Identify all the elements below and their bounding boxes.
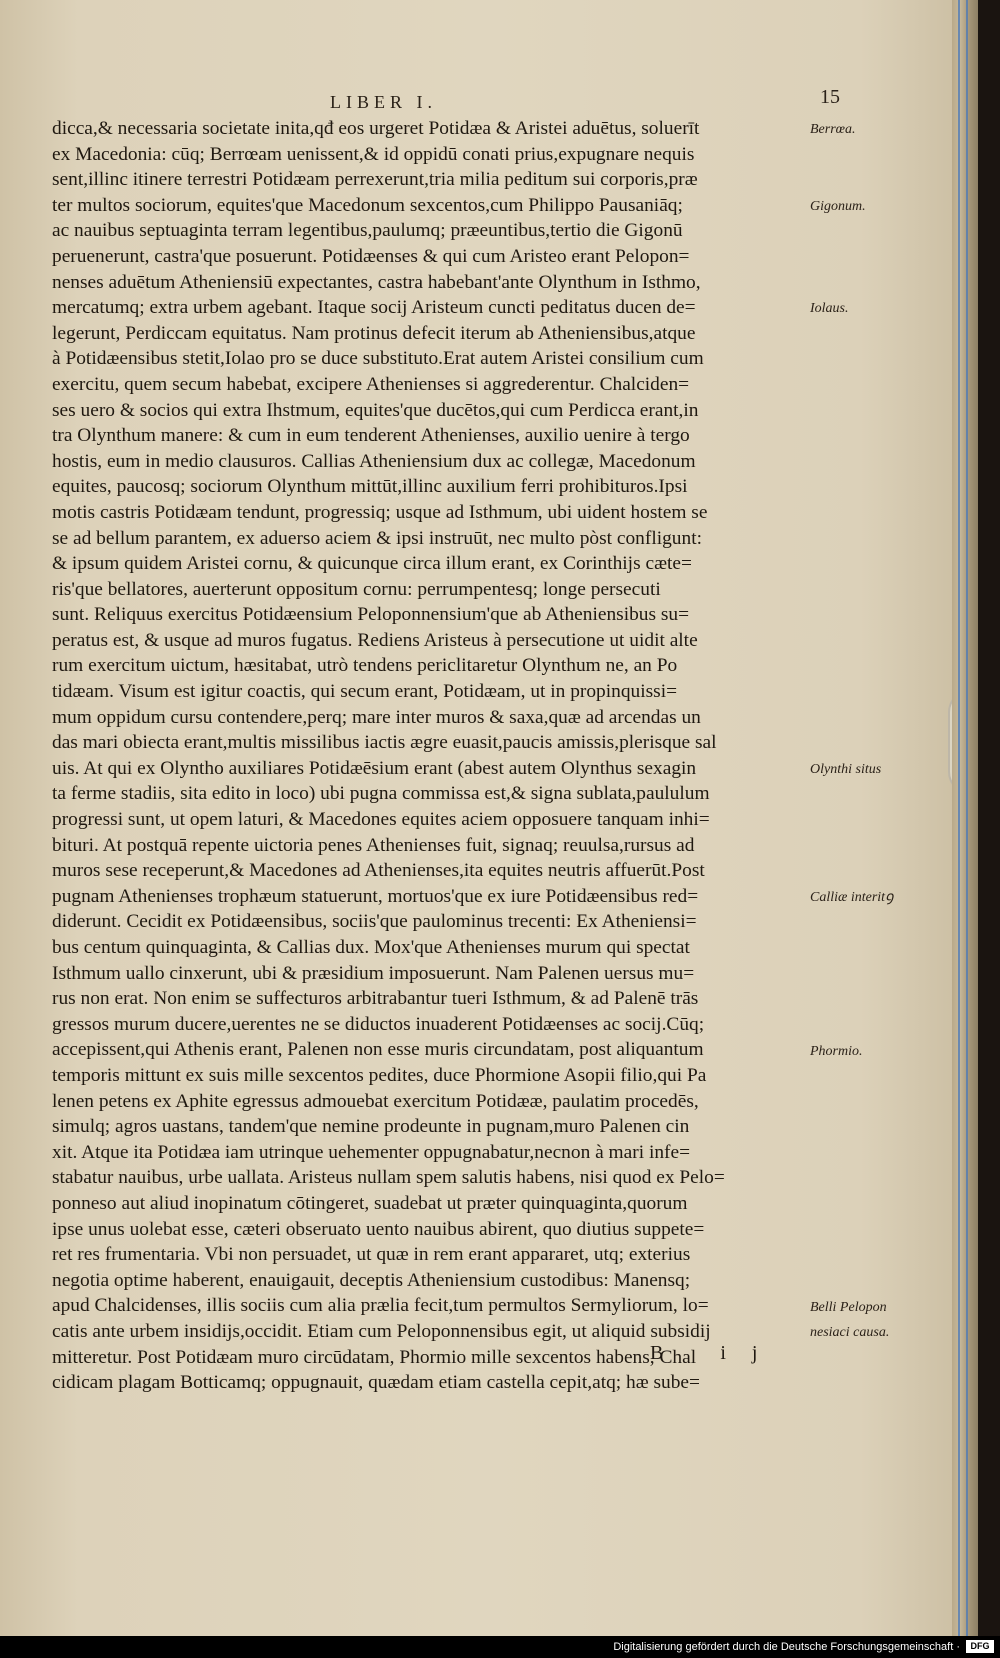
- text-line: sunt. Reliquus exercitus Potidæensium Peloponnensium'que ab Atheniensibus su=: [52, 604, 690, 626]
- margin-note: Berrœa.: [810, 122, 856, 137]
- folio-number: 15: [820, 86, 840, 108]
- text-line: legerunt, Perdiccam equitatus. Nam protinus defecit iterum ab Atheniensibus,atque: [52, 322, 696, 344]
- text-line: accepissent,qui Athenis erant, Palenen non esse muris circundatam, post aliquantum: [52, 1039, 704, 1061]
- text-line: à Potidæensibus stetit,Iolao pro se duce substituto.Erat autem Aristei consilium cum: [52, 348, 704, 370]
- text-line: rus non erat. Non enim se suffecturos arbitrabantur tueri Isthmum, & ad Palenē trās: [52, 988, 699, 1010]
- text-line: exercitu, quem secum habebat, excipere Athenienses si aggrederentur. Chalciden=: [52, 373, 690, 395]
- text-line: hostis, eum in medio clausuros. Callias Atheniensium dux ac collegæ, Macedonum: [52, 450, 696, 472]
- text-line: das mari obiecta erant,multis missilibus iactis ægre euasit,paucis amissis,plerisque sal: [52, 732, 717, 754]
- margin-note: Iolaus.: [810, 301, 849, 317]
- text-line: dicca,& necessaria societate inita,qđ eos urgeret Potidæa & Aristei aduētus, soluerīt: [52, 118, 700, 139]
- text-line: mum oppidum cursu contendere,perq; mare inter muros & saxa,quæ ad arcendas un: [52, 706, 701, 728]
- text-line: motis castris Potidæam tendunt, progressiq; usque ad Isthmum, ubi uident hostem se: [52, 501, 708, 523]
- margin-note: nesiaci causa.: [810, 1325, 890, 1341]
- text-line: equites, paucosq; sociorum Olynthum mittūt,illinc auxilium ferri prohibituros.Ipsi: [52, 476, 688, 498]
- text-line: bus centum quinquaginta, & Callias dux. Mox'que Athenienses murum qui spectat: [52, 937, 690, 958]
- text-line: peratus est, & usque ad muros fugatus. Rediens Aristeus à persecutione ut uidit alte: [52, 629, 698, 651]
- signature-mark: B ij: [650, 1342, 784, 1364]
- text-line: diderunt. Cecidit ex Potidæensibus, sociis'que paulominus trecenti: Ex Atheniensi=: [52, 911, 697, 933]
- text-line: ta ferme stadiis, sita edito in loco) ubi pugna commissa est,& signa sublata,paululum: [52, 783, 710, 805]
- edge-line: [966, 0, 968, 1636]
- text-line: apud Chalcidenses, illis sociis cum alia prælia fecit,tum permultos Sermyliorum, lo=: [52, 1295, 709, 1317]
- text-line: rum exercitum uictum, hæsitabat, utrò tendens periclitaretur Olynthum ne, an Po: [52, 655, 678, 677]
- text-line: sent,illinc itinere terrestri Potidæam perrexerunt,tria milia peditum sui corporis,præ: [52, 169, 698, 191]
- text-line: ris'que bellatores, auerterunt oppositum cornu: perrumpentesq; longe persecuti: [52, 578, 661, 600]
- page-edge: [952, 0, 978, 1636]
- margin-note: Olynthi situs: [810, 762, 882, 777]
- text-line: negotia optime haberent, enauigauit, deceptis Atheniensium custodibus: Manensq;: [52, 1269, 691, 1291]
- text-line: tidæam. Visum est igitur coactis, qui secum erant, Potidæam, ut in propinquissi=: [52, 681, 678, 703]
- text-line: & ipsum quidem Aristei cornu, & quicunque circa illum erant, ex Corinthijs cæte=: [52, 553, 692, 575]
- digitization-footer: [0, 1636, 1000, 1658]
- footer-credit: Digitalisierung gefördert durch die Deutsche Forschungsgemeinschaft ·: [613, 1641, 960, 1653]
- text-line: peruenerunt, castra'que posuerunt. Potidæenses & qui cum Aristeo erant Pelopon=: [52, 245, 690, 267]
- text-line: ponneso aut aliud inopinatum cōtingeret, suadebat ut præter quinquaginta,quorum: [52, 1192, 688, 1214]
- text-line: ter multos sociorum, equites'que Macedonum sexcentos,cum Philippo Pausaniāq;: [52, 194, 683, 216]
- text-line: ses uero & socios qui extra Ihstmum, equites'que ducētos,qui cum Perdicca erant,in: [52, 399, 699, 421]
- text-line: ex Macedonia: cūq; Berrœam uenissent,& id oppidū conati prius,expugnare nequis: [52, 143, 695, 165]
- text-line: lenen petens ex Aphite egressus admouebat exercitum Potidææ, paulatim procedēs,: [52, 1090, 699, 1112]
- text-line: catis ante urbem insidijs,occidit. Etiam cum Peloponnensibus egit, ut aliquid subsidij: [52, 1320, 711, 1342]
- body-text: [52, 116, 812, 1396]
- text-line: nenses aduētum Atheniensiū expectantes, castra habebant'ante Olynthum in Isthmo,: [52, 271, 701, 293]
- margin-note: Phormio.: [810, 1043, 863, 1059]
- text-line: ret res frumentaria. Vbi non persuadet, ut quæ in rem erant appararet, utq; exterius: [52, 1244, 691, 1266]
- text-line: bituri. At postquā repente uictoria penes Athenienses fuit, signaq; reuulsa,rursus ad: [52, 834, 695, 856]
- text-line: xit. Atque ita Potidæa iam utrinque uehementer oppugnabatur,necnon à mari infe=: [52, 1141, 691, 1163]
- margin-note: Belli Pelopon: [810, 1299, 887, 1315]
- text-line: ac nauibus septuaginta terram legentibus,paulumq; præeuntibus,tertio die Gigonū: [52, 220, 683, 242]
- margin-note: Gigonum.: [810, 198, 866, 214]
- text-line: Isthmum uallo cinxerunt, ubi & præsidium imposuerunt. Nam Palenen uersus mu=: [52, 962, 695, 984]
- running-head: LIBER I.: [330, 92, 437, 112]
- text-line: ipse unus uolebat esse, cæteri obseruato uento nauibus abirent, quo diutius suppete=: [52, 1218, 705, 1240]
- text-line: pugnam Athenienses trophæum statuerunt, mortuos'que ex iure Potidæensibus red=: [52, 885, 699, 907]
- text-line: uis. At qui ex Olyntho auxiliares Potidæēsium erant (abest autem Olynthus sexagin: [52, 757, 697, 779]
- text-line: mercatumq; extra urbem agebant. Itaque socij Aristeum cuncti peditatus ducen de=: [52, 297, 696, 319]
- text-line: cidicam plagam Botticamq; oppugnauit, quædam etiam castella cepit,atq; hæ sube=: [52, 1372, 700, 1394]
- text-line: stabatur nauibus, urbe uallata. Aristeus nullam spem salutis habens, nisi quod ex Pelo=: [52, 1167, 725, 1189]
- edge-line: [958, 0, 960, 1636]
- text-line: muros sese receperunt,& Macedones ad Athenienses,ita equites neutris affuerūt.Post: [52, 860, 705, 882]
- text-line: se ad bellum parantem, ex aduerso aciem & ipsi instruūt, nec multo pòst confligunt:: [52, 527, 702, 549]
- text-line: progressi sunt, ut opem laturi, & Macedones equites aciem opposuere tanquam inhi=: [52, 809, 710, 831]
- text-line: tra Olynthum manere: & cum in eum tenderent Athenienses, auxilio uenire à tergo: [52, 425, 690, 447]
- text-line: mitteretur. Post Potidæam muro circūdatam, Phormio mille sexcentos habens, Chal: [52, 1346, 697, 1368]
- text-line: gressos murum ducere,uerentes ne se diductos inuaderent Potidæenses ac socij.Cūq;: [52, 1013, 705, 1035]
- text-line: temporis mittunt ex suis mille sexcentos pedites, duce Phormione Asopii filio,qui Pa: [52, 1064, 707, 1086]
- text-line: simulq; agros uastans, tandem'que nemine prodeunte in pugnam,muro Palenen cin: [52, 1116, 690, 1138]
- margin-note: Calliæ interitꝯ: [810, 890, 894, 905]
- dfg-logo: DFG: [966, 1640, 994, 1653]
